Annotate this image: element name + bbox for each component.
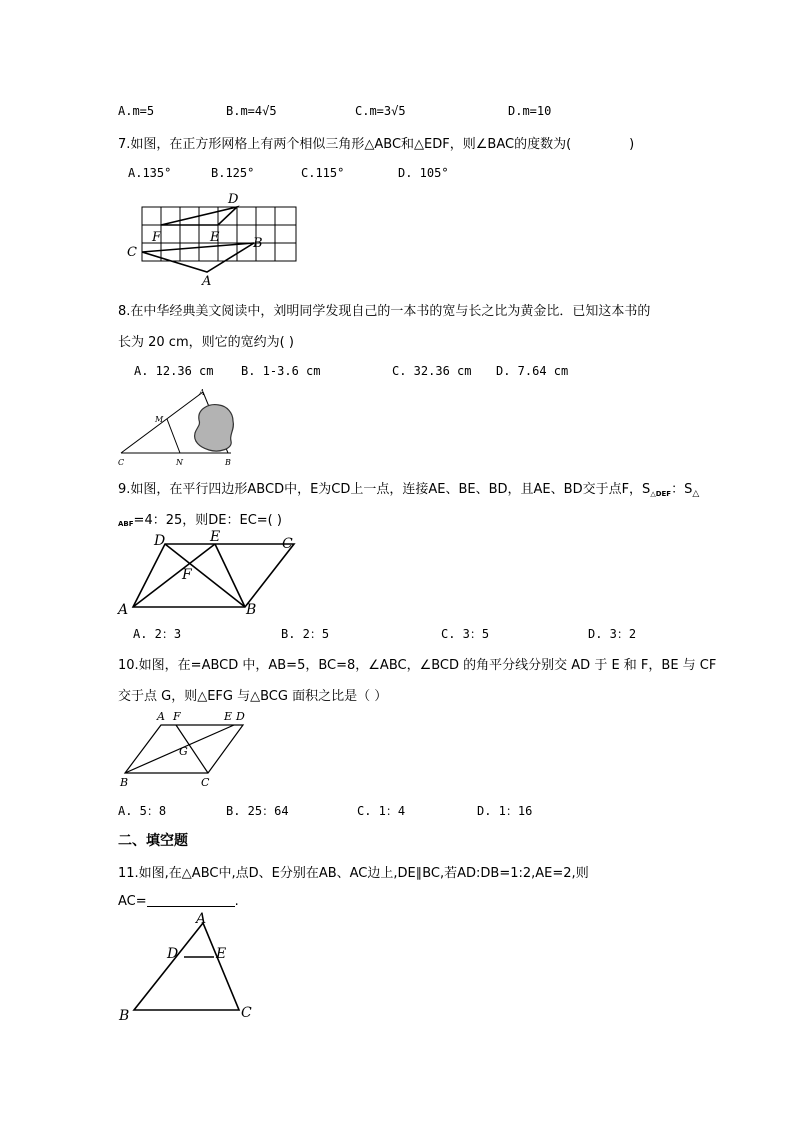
q9-ratio-colon: ：S — [671, 482, 693, 497]
q10-label-e: E — [224, 710, 233, 723]
q8-stem-line2: 长为 20 cm，则它的宽约为( ) — [118, 335, 294, 350]
q10-stem-line1: 10.如图，在=ABCD 中，AB=5，BC=8，∠ABC，∠BCD 的角平分线分别交 AD 于 E 和 F，BE 与 CF — [118, 658, 717, 673]
q9-figure — [115, 528, 310, 618]
q8-label-a: A — [199, 388, 205, 397]
q9-option-b: B. 2：5 — [281, 627, 330, 641]
section-title-fill-in: 二、填空题 — [118, 833, 188, 849]
q9-label-c: C — [282, 536, 293, 552]
q11-label-b: B — [119, 1008, 130, 1024]
q7-stem — [118, 133, 634, 152]
q11-label-c: C — [241, 1005, 252, 1021]
q9-ratio-text: =4：25，则DE：EC=( ) — [133, 513, 282, 528]
q9-option-c: C. 3：5 — [441, 627, 490, 641]
q9-text: 9.如图，在平行四边形ABCD中，E为CD上一点，连接AE、BE、BD，且AE、BD交于点F，S — [118, 482, 651, 497]
q8-option-b: B. 1-3.6 cm — [241, 364, 321, 378]
q7-label-d: D — [228, 192, 239, 207]
q11-stem-line1: 11.如图,在△ABC中,点D、E分别在AB、AC边上,DE∥BC,若AD:DB=1:2,AE=2,则 — [118, 866, 589, 881]
q7-grid-figure — [120, 188, 310, 289]
q11-figure — [115, 910, 265, 1025]
q11-answer-blank[interactable] — [147, 893, 235, 907]
q8-option-a: A. 12.36 cm — [134, 364, 214, 378]
q7-text: 7.如图，在正方形网格上有两个相似三角形△ABC和△EDF，则∠BAC的度数为( — [118, 137, 572, 152]
q10-label-d: D — [236, 710, 245, 723]
q9-label-a: A — [118, 602, 129, 618]
q10-option-d: D. 1：16 — [477, 804, 533, 818]
q8-label-b: B — [225, 458, 231, 467]
q10-label-g: G — [179, 745, 188, 758]
q8-figure — [115, 383, 245, 468]
q9-subscript-triangle: △ — [692, 489, 700, 499]
q10-figure — [115, 706, 255, 791]
q9-option-a: A. 2：3 — [133, 627, 182, 641]
q10-label-a: A — [157, 710, 165, 723]
q11-label-a: A — [196, 911, 207, 927]
q6-option-d: D.m=10 — [508, 104, 552, 118]
q8-stem-line1: 8.在中华经典美文阅读中，刘明同学发现自己的一本书的宽与长之比为黄金比．已知这本书的 — [118, 304, 651, 319]
q8-option-c: C. 32.36 cm — [392, 364, 472, 378]
q10-label-b: B — [120, 776, 129, 789]
q7-label-e: E — [210, 230, 220, 245]
q7-label-a: A — [202, 274, 212, 289]
q9-stem-line1 — [118, 478, 699, 499]
q9-label-d: D — [154, 533, 166, 549]
q7-label-c: C — [127, 245, 137, 260]
q11-label-e: E — [216, 946, 227, 962]
q10-label-f: F — [173, 710, 181, 723]
q9-subscript-def: △DEF — [650, 490, 672, 498]
q11-period: . — [234, 894, 239, 909]
q7-option-a: A.135° — [128, 166, 172, 180]
q7-close-paren: ) — [629, 137, 635, 152]
q8-label-m: M — [155, 415, 164, 424]
q6-option-c: C.m=3√5 — [355, 104, 406, 118]
q10-label-c: C — [201, 776, 210, 789]
q11-stem-line2 — [118, 893, 239, 909]
q10-stem-line2: 交于点 G，则△EFG 与△BCG 面积之比是（ ） — [118, 689, 388, 704]
q11-label-d: D — [167, 946, 179, 962]
q8-label-c: C — [118, 458, 125, 467]
q7-option-c: C.115° — [301, 166, 345, 180]
q8-label-n: N — [176, 458, 183, 467]
q6-option-b: B.m=4√5 — [226, 104, 277, 118]
q8-option-d: D. 7.64 cm — [496, 364, 569, 378]
q7-label-f: F — [152, 230, 162, 245]
q9-subscript-abf: ABF — [118, 520, 134, 528]
q6-option-a: A.m=5 — [118, 104, 155, 118]
q9-stem-line2 — [118, 509, 282, 528]
q9-option-d: D. 3：2 — [588, 627, 637, 641]
q10-option-a: A. 5：8 — [118, 804, 167, 818]
q9-label-e: E — [210, 529, 221, 545]
q9-label-b: B — [246, 602, 257, 618]
q7-option-d: D. 105° — [398, 166, 449, 180]
q11-ac-label: AC= — [118, 894, 147, 909]
q7-option-b: B.125° — [211, 166, 255, 180]
q7-label-b: B — [253, 236, 263, 251]
q10-option-c: C. 1：4 — [357, 804, 406, 818]
q9-label-f: F — [182, 567, 192, 583]
q10-option-b: B. 25：64 — [226, 804, 289, 818]
